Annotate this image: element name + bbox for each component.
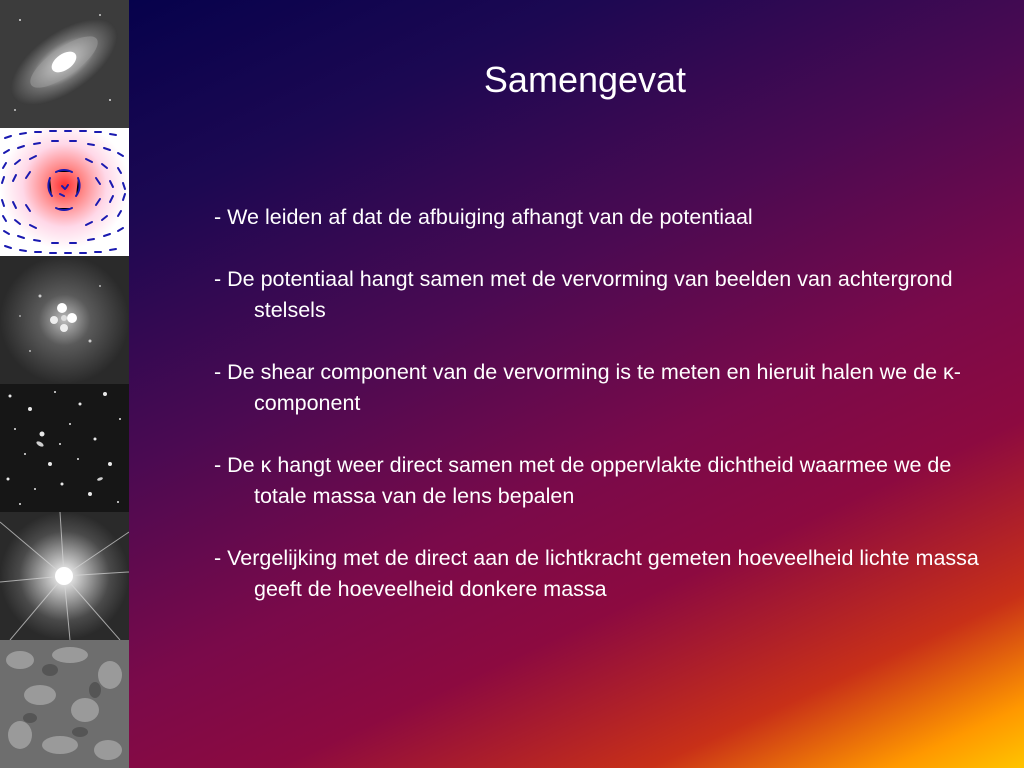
bullet-item: - We leiden af dat de afbuiging afhangt van de potentiaal bbox=[214, 205, 753, 229]
bullet-item: - Vergelijking met de direct aan de lichtkracht gemeten hoeveelheid lichte massa geeft de hoeveelheid donkere massa bbox=[214, 546, 979, 601]
spiral-galaxy-image bbox=[0, 0, 129, 128]
galaxy-cluster-image bbox=[0, 256, 129, 384]
image-sidebar bbox=[0, 0, 129, 768]
slide-title: Samengevat bbox=[483, 59, 687, 100]
shear-field-diagram bbox=[0, 128, 129, 256]
mass-map-image bbox=[0, 640, 129, 768]
bullet-list bbox=[214, 202, 1004, 636]
bullet-item: - De shear component van de vervorming is te meten en hieruit halen we de κ-component bbox=[214, 360, 961, 415]
bullet-item: - De κ hangt weer direct samen met de oppervlakte dichtheid waarmee we de totale massa van de lens bepalen bbox=[214, 453, 952, 508]
deep-field-image bbox=[0, 384, 129, 512]
bullet-item: - De potentiaal hangt samen met de vervorming van beelden van achtergrond stelsels bbox=[214, 267, 953, 322]
bright-star-image bbox=[0, 512, 129, 640]
